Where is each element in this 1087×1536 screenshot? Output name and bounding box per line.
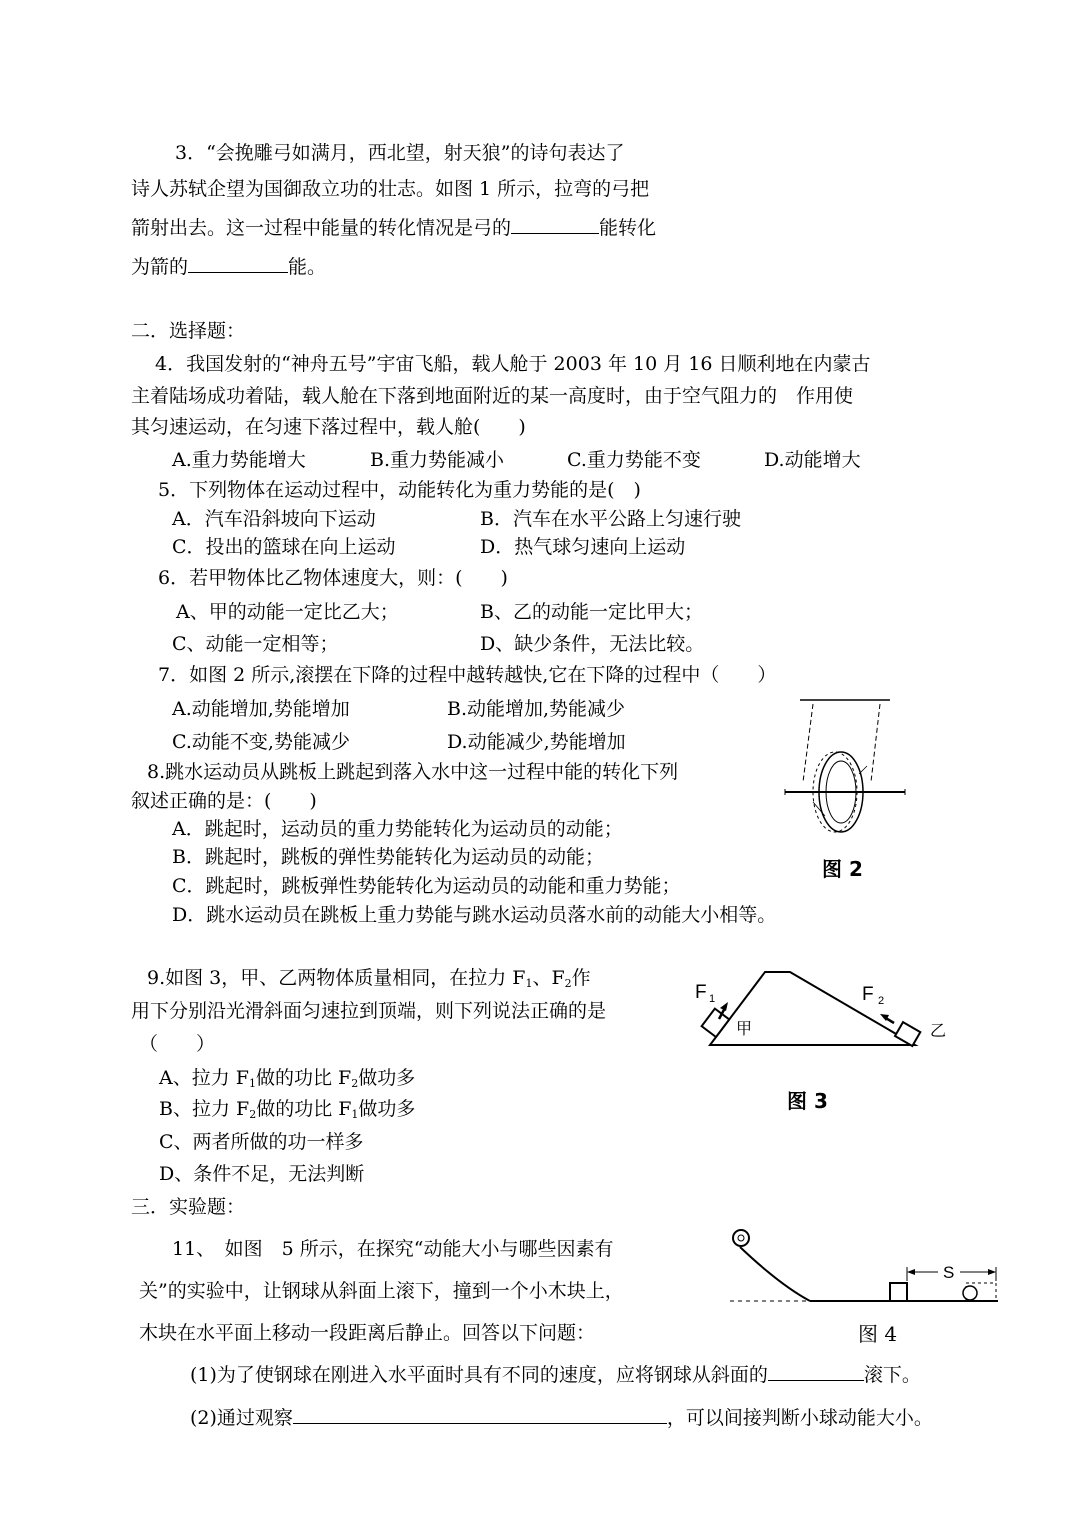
- q9-option-a-sub1: 1: [248, 1077, 256, 1090]
- q7-option-a: A.动能增加,势能增加: [172, 698, 350, 720]
- q4-option-c: C.重力势能不变: [567, 449, 701, 471]
- q9-sub-1: 1: [525, 977, 533, 990]
- q3-blank-2[interactable]: [188, 254, 288, 273]
- section-2-heading: 二．选择题：: [131, 320, 246, 342]
- q3-line3-tail: 能转化: [599, 217, 657, 239]
- q9-option-d: D、条件不足，无法判断: [159, 1163, 365, 1185]
- q11-part2: [190, 1405, 933, 1430]
- q8-option-b: B．跳起时，跳板的弹性势能转化为运动员的动能；: [172, 846, 604, 868]
- q5-option-d: D．热气球匀速向上运动: [480, 536, 686, 558]
- q3-line4-tail: 能。: [288, 256, 327, 278]
- q7-stem: 7．如图 2 所示,滚摆在下降的过程中越转越快,它在下降的过程中（ ）: [158, 664, 777, 686]
- q7-option-d: D.动能减少,势能增加: [447, 731, 626, 753]
- q9-line1-mid: 、F: [532, 967, 565, 989]
- fig3-f1: F: [695, 982, 707, 1003]
- fig3-f2: F: [862, 984, 874, 1005]
- q4-line3: 其匀速运动，在匀速下落过程中，载人舱( ): [131, 416, 526, 438]
- fig3-f2-sub: 2: [878, 995, 885, 1007]
- q6-stem: 6．若甲物体比乙物体速度大，则：( ): [158, 567, 508, 589]
- fig4-distance-label: S: [943, 1263, 955, 1282]
- q9-line1: [147, 966, 591, 996]
- q8-option-c: C．跳起时，跳板弹性势能转化为运动员的动能和重力势能；: [172, 875, 681, 897]
- q9-option-b-text: B、拉力 F: [159, 1098, 250, 1120]
- q6-option-a: A、甲的动能一定比乙大；: [176, 601, 399, 623]
- q11-part2-tail: ，可以间接判断小球动能大小。: [666, 1407, 933, 1429]
- q9-option-a-text: A、拉力 F: [159, 1067, 249, 1089]
- q9-line3: （ ）: [139, 1033, 216, 1055]
- q5-option-b: B．汽车在水平公路上匀速行驶: [480, 508, 741, 530]
- q3-line2: 诗人苏轼企望为国御敌立功的壮志。如图 1 所示，拉弯的弓把: [131, 178, 650, 200]
- q11-part1: [190, 1362, 921, 1387]
- q9-option-b-sub2: 2: [249, 1108, 257, 1121]
- q4-option-d: D.动能增大: [764, 449, 861, 471]
- q8-line2: 叙述正确的是：( ): [131, 790, 317, 812]
- q4-line2: 主着陆场成功着陆，载人舱在下落到地面附近的某一高度时，由于空气阻力的 作用使: [131, 385, 854, 407]
- q6-option-b: B、乙的动能一定比甲大；: [480, 601, 703, 623]
- q3-line4: [131, 254, 326, 279]
- block-yi: [895, 1022, 920, 1046]
- q11-line1: 11、 如图 5 所示，在探究“动能大小与哪些因素有: [172, 1238, 614, 1260]
- q4-option-a: A.重力势能增大: [172, 449, 306, 471]
- q7-option-b: B.动能增加,势能减少: [447, 698, 626, 720]
- q6-option-c: C、动能一定相等；: [172, 633, 339, 655]
- fig3-label-jia: 甲: [736, 1019, 753, 1038]
- fig3-f1-sub: 1: [709, 993, 716, 1005]
- q5-option-a: A．汽车沿斜坡向下运动: [172, 508, 376, 530]
- q3-line3: [131, 215, 656, 240]
- figure-3-inclines: [690, 960, 960, 1060]
- q3-line4-text: 为箭的: [131, 256, 189, 278]
- q6-option-d: D、缺少条件，无法比较。: [480, 633, 705, 655]
- section-3-heading: 三．实验题：: [131, 1196, 246, 1218]
- q9-option-b: [159, 1097, 415, 1127]
- q4-line1: 4．我国发射的“神舟五号”宇宙飞船，载人舱于 2003 年 10 月 16 日顺利地在内蒙古: [155, 353, 871, 375]
- q11-line3: 木块在水平面上移动一段距离后静止。回答以下问题：: [139, 1322, 596, 1344]
- q11-line2: 关”的实验中，让钢球从斜面上滚下，撞到一个小木块上，: [139, 1280, 624, 1302]
- q11-blank-1[interactable]: [768, 1362, 864, 1381]
- q9-option-a-tail: 做功多: [358, 1067, 416, 1089]
- q11-blank-2[interactable]: [293, 1405, 667, 1424]
- q9-line2: 用下分别沿光滑斜面匀速拉到顶端，则下列说法正确的是: [131, 1000, 607, 1022]
- q9-line1-tail: 作: [571, 967, 591, 989]
- q9-option-a-mid: 做的功比 F: [255, 1067, 352, 1089]
- q5-stem: 5．下列物体在运动过程中，动能转化为重力势能的是( ): [158, 479, 641, 501]
- q8-option-a: A．跳起时，运动员的重力势能转化为运动员的动能；: [172, 818, 623, 840]
- figure-2-maxwell-pendulum: [775, 690, 915, 840]
- q11-part1-text: (1)为了使钢球在刚进入水平面时具有不同的速度，应将钢球从斜面的: [190, 1364, 768, 1386]
- q9-option-a-sub2: 2: [351, 1077, 359, 1090]
- q5-option-c: C．投出的篮球在向上运动: [172, 536, 396, 558]
- figure-3-caption: 图 3: [787, 1089, 828, 1113]
- q9-option-b-sub1: 1: [351, 1108, 359, 1121]
- figure-4-ramp-experiment: [730, 1225, 1010, 1315]
- q9-option-b-mid: 做的功比 F: [256, 1098, 352, 1120]
- q11-part2-text: (2)通过观察: [190, 1407, 293, 1429]
- q8-option-d: D．跳水运动员在跳板上重力势能与跳水运动员落水前的动能大小相等。: [172, 904, 777, 926]
- q8-line1: 8.跳水运动员从跳板上跳起到落入水中这一过程中能的转化下列: [147, 761, 679, 783]
- q9-option-c: C、两者所做的功一样多: [159, 1131, 364, 1153]
- q9-option-a: [159, 1066, 415, 1096]
- q9-line1-text: 9.如图 3，甲、乙两物体质量相同，在拉力 F: [147, 967, 526, 989]
- q3-blank-1[interactable]: [511, 215, 599, 234]
- q9-sub-2: 2: [564, 977, 572, 990]
- figure-2-caption: 图 2: [822, 857, 863, 881]
- q11-part1-tail: 滚下。: [863, 1364, 921, 1386]
- q4-option-b: B.重力势能减小: [370, 449, 505, 471]
- block-jia: [702, 1009, 730, 1037]
- q3-line1: 3．“会挽雕弓如满月，西北望，射天狼”的诗句表达了: [175, 142, 625, 164]
- figure-4-caption: 图 4: [858, 1322, 898, 1346]
- q7-option-c: C.动能不变,势能减少: [172, 731, 350, 753]
- fig3-label-yi: 乙: [930, 1021, 947, 1040]
- q9-option-b-tail: 做功多: [358, 1098, 416, 1120]
- q3-line3-text: 箭射出去。这一过程中能量的转化情况是弓的: [131, 217, 512, 239]
